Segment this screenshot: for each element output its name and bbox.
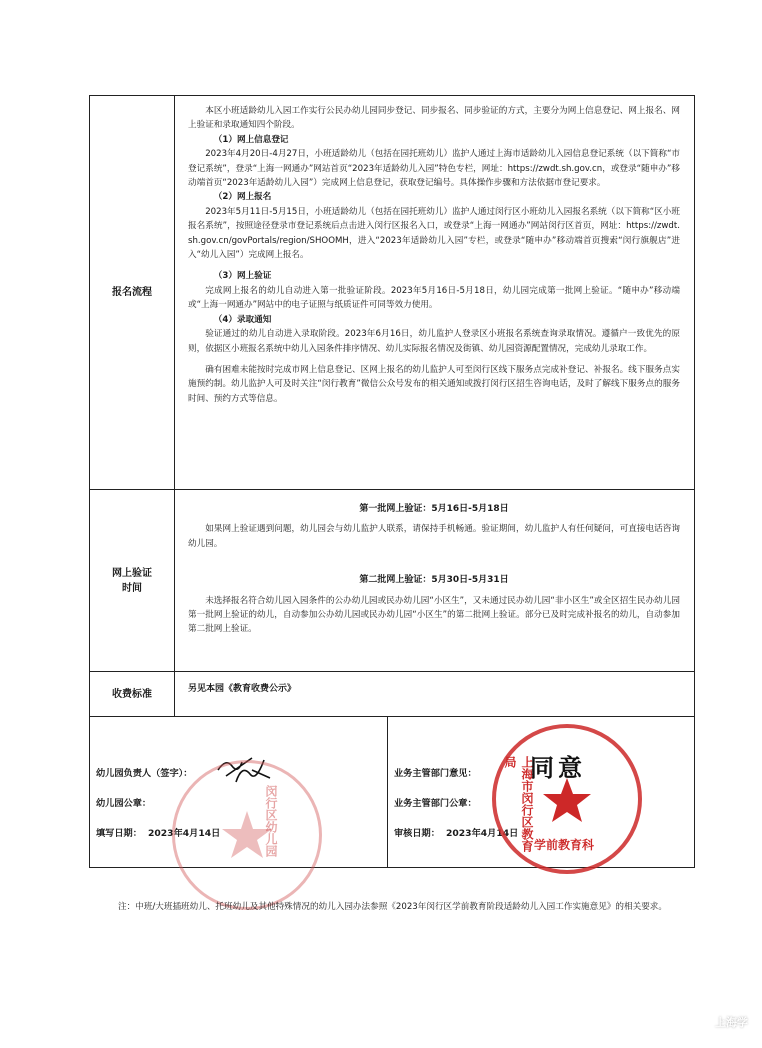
- education-bureau-stamp: [492, 724, 642, 874]
- process-label: 报名流程: [90, 96, 175, 489]
- fill-date-label: 填写日期：: [96, 828, 142, 839]
- process-content: [174, 96, 694, 489]
- batch1-text: 如果网上验证遇到问题，幼儿园会与幼儿监护人联系，请保持手机畅通。验证期间，幼儿监护人有任何疑问，可直接电话咨询幼儿园。: [188, 524, 680, 549]
- step1-text: 2023年4月20日-4月27日，小班适龄幼儿（包括在园托班幼儿）监护人通过上海市适龄幼儿入园信息登记系统（以下简称“市登记系统”，登录“上海一网通办”网站首页“2023年适龄幼儿入园”特色专栏，网址：https://zwdt.sh.gov.cn，或登录“随申办”移动端首页“2023年适龄幼儿入园”）完成网上信息登记，获取登记编号。具体操作步骤和方法依据市登记要求。: [188, 149, 680, 189]
- step1-title: （1）网上信息登记: [213, 134, 289, 145]
- fee-label: 收费标准: [90, 672, 175, 716]
- stamp-outer-text: 上海市闵行区教育局: [503, 756, 534, 852]
- process-intro: 本区小班适龄幼儿入园工作实行公民办幼儿园同步登记、同步报名、同步验证的方式，主要分为网上信息登记、网上报名、网上验证和录取通知四个阶段。: [188, 106, 680, 131]
- review-date-value: 2023年4月14日: [446, 828, 519, 839]
- footnote: 注：中班/大班插班幼儿、托班幼儿及其他特殊情况的幼儿入园办法参照《2023年闵行区学前教育阶段适龄幼儿入园工作实施意见》的相关要求。: [118, 901, 667, 912]
- step3-title: （3）网上验证: [213, 271, 272, 282]
- fee-row: [90, 672, 694, 717]
- fill-date-value: 2023年4月14日: [148, 828, 221, 839]
- verify-content: [174, 490, 694, 671]
- process-row: [90, 96, 694, 490]
- kindergarten-stamp-text: 闵行区幼儿园: [264, 785, 278, 857]
- watermark: 上海学: [715, 1016, 748, 1029]
- batch2-title: 第二批网上验证：5月30日-5月31日: [359, 575, 509, 586]
- stamp-inner-text: 学前教育科: [534, 838, 595, 852]
- step2-title: （2）网上报名: [213, 192, 272, 203]
- review-date-label: 审核日期：: [394, 828, 440, 839]
- principal-signature-label: 幼儿园负责人（签字）：: [96, 768, 193, 779]
- batch2-text: 未选择报名符合幼儿园入园条件的公办幼儿园或民办幼儿园“小区生”，又未通过民办幼儿园“非小区生”或全区招生民办幼儿园第一批网上验证的幼儿，自动参加公办幼儿园或民办幼儿园“小区生”的第二批网上验证。部分已及时完成补报名的幼儿，自动参加第二批网上验证。: [188, 595, 680, 635]
- kindergarten-stamp: [172, 760, 322, 910]
- kindergarten-seal-label: 幼儿园公章：: [96, 798, 152, 809]
- batch1-title: 第一批网上验证：5月16日-5月18日: [359, 504, 509, 514]
- verify-label: [90, 490, 175, 671]
- verify-label-line2: 时间: [122, 582, 142, 594]
- department-opinion-label: 业务主管部门意见：: [394, 768, 477, 779]
- verify-label-line1: 网上验证: [112, 567, 152, 579]
- step4-text: 验证通过的幼儿自动进入录取阶段。2023年6月16日，幼儿监护人登录区小班报名系统查询录取情况。遵循户一致优先的原则，依据区小班报名系统中幼儿入园条件排序情况、幼儿实际报名情况及街镇、幼儿园资源配置情况，完成幼儿录取工作。: [188, 329, 680, 354]
- step2-text: 2023年5月11日-5月15日，小班适龄幼儿（包括在园托班幼儿）监护人通过闵行区小班幼儿入园报名系统（以下简称“区小班报名系统”，按照途径登录市登记系统后点击进入闵行区报名入口，或登录“上海一网通办”网站闵行区首页，网址：https://zwdt.sh.gov.cn/govPortals/region/SHOOMH，进入“2023年适龄幼儿入园”专栏，或登录“随申办”移动端首页搜索“闵行旗舰店”进入“幼儿入园”）完成网上报名。: [188, 206, 680, 261]
- step3-text: 完成网上报名的幼儿自动进入第一批验证阶段。2023年5月16日-5月18日，幼儿园完成第一批网上验证。“随申办”移动端或“上海一网通办”网站中的电子证照与纸质证件可同等效力使用。: [188, 285, 680, 311]
- handwritten-approval: 同意: [530, 753, 586, 782]
- verify-row: [90, 490, 694, 672]
- offline-text: 确有困难未能按时完成市网上信息登记、区网上报名的幼儿监护人可至闵行区线下服务点完成补登记、补报名。线下服务点实施预约制。幼儿监护人可及时关注“闵行教育”微信公众号发布的相关通知或拨打闵行区招生咨询电话，及时了解线下服务点的服务时间、预约方式等信息。: [188, 364, 680, 404]
- department-seal-label: 业务主管部门公章：: [394, 798, 477, 809]
- fee-text: 另见本园《教育收费公示》: [188, 684, 297, 694]
- step4-title: （4）录取通知: [213, 314, 272, 325]
